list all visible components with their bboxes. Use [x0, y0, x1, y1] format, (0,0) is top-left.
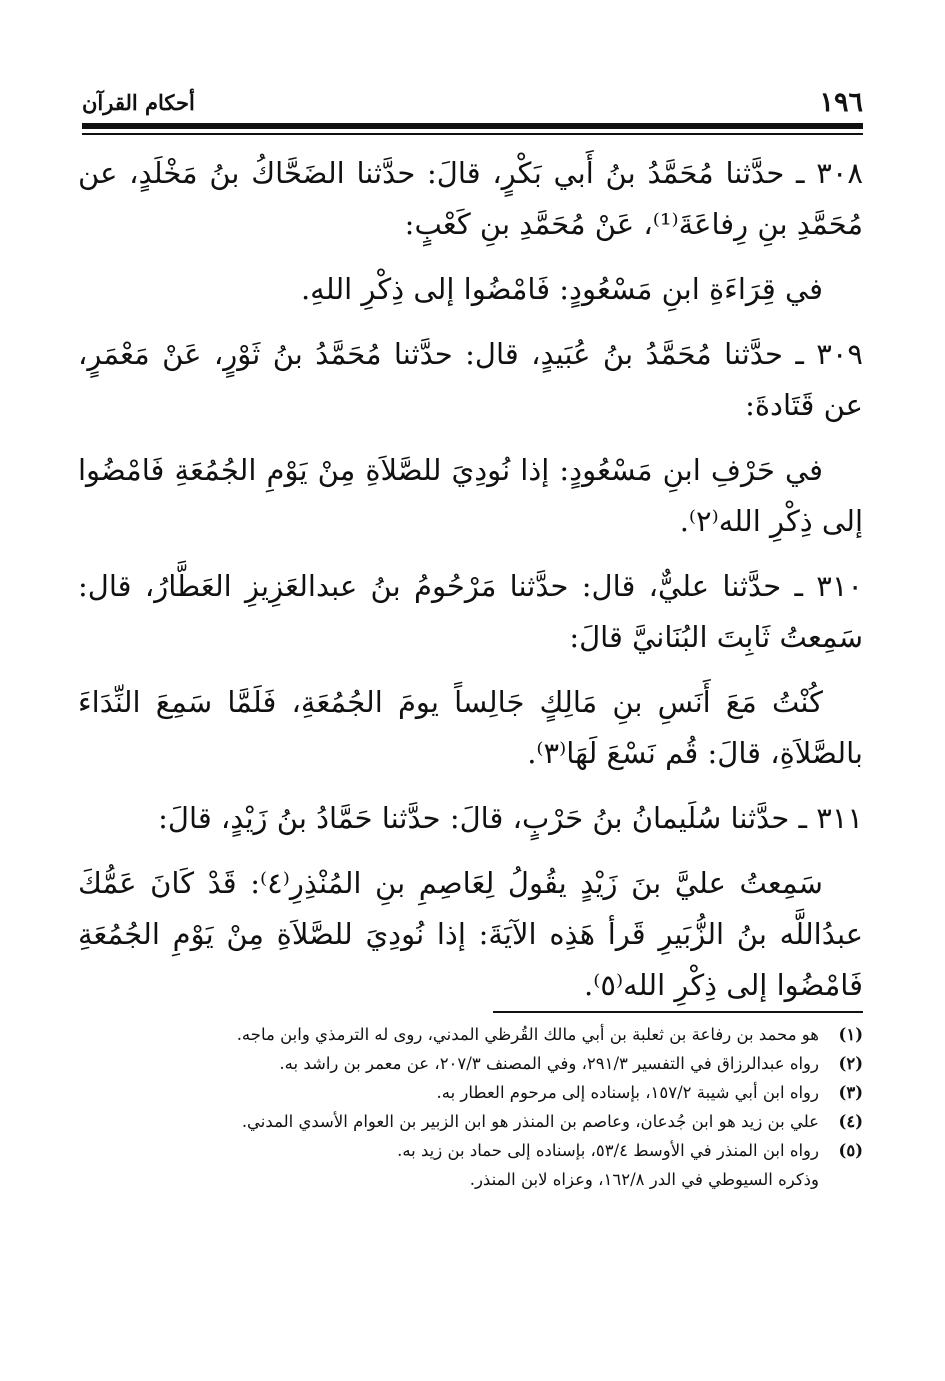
footnote-number: (٥) — [838, 1141, 863, 1160]
footnote-separator — [493, 1011, 863, 1013]
header-rule-thin — [82, 133, 863, 135]
footnote — [82, 1136, 863, 1194]
footnote-line: هو محمد بن رفاعة بن ثعلبة بن أبي مالك القُرظي المدني، روى له الترمذي وابن ماجه. — [236, 1025, 819, 1044]
running-title: أحكام القرآن — [82, 90, 195, 115]
footnotes — [82, 1020, 863, 1194]
hadith-308-chain: ٣٠٨ ـ حدَّثنا مُحَمَّدُ بنُ أَبي بَكْرٍ، قالَ: حدَّثنا الضَحَّاكُ بنُ مَخْلَدٍ، عن مُحَمَّدِ بنِ رِفاعَةَ⁽¹⁾، عَنْ مُحَمَّدِ بنِ كَعْبٍ: — [78, 156, 863, 241]
hadith-311-text: سَمِعتُ عليَّ بنَ زَيْدٍ يقُولُ لِعَاصِمِ بنِ المُنْذِرِ⁽٤⁾: قَدْ كَانَ عَمُّكَ عبدُاللَّه بنُ الزُّبَيرِ قَرأ هَذِه الآيَةَ: إذا نُودِيَ للصَّلاَةِ مِنْ يَوْمِ الجُمُعَةِ فَامْضُوا إلى ذِكْرِ الله⁽٥⁾. — [78, 866, 863, 1002]
hadith-311-chain: ٣١١ ـ حدَّثنا سُلَيمانُ بنُ حَرْبٍ، قالَ: حدَّثنا حَمَّادُ بنُ زَيْدٍ، قالَ: — [158, 801, 863, 835]
footnote-text — [82, 1136, 819, 1194]
footnote-number: (١) — [838, 1025, 863, 1044]
footnote-line: علي بن زيد هو ابن جُدعان، وعاصم بن المنذر هو ابن الزبير بن العوام الأسدي المدني. — [241, 1112, 819, 1131]
footnote — [82, 1078, 863, 1107]
footnote-line: رواه ابن أبي شيبة ١٥٧/٢، بإسناده إلى مرحوم العطار به. — [436, 1083, 819, 1102]
hadith-309-chain: ٣٠٩ ـ حدَّثنا مُحَمَّدُ بنُ عُبَيدٍ، قال: حدَّثنا مُحَمَّدُ بنُ ثَوْرٍ، عَنْ مَعْمَرٍ، عن قَتَادةَ: — [78, 337, 863, 422]
footnote-line: رواه ابن المنذر في الأوسط ٥٣/٤، بإسناده إلى حماد بن زيد به. — [397, 1141, 819, 1160]
page-number: ١٩٦ — [819, 87, 863, 118]
footnote-number: (٢) — [838, 1054, 863, 1073]
footnote-text — [82, 1049, 819, 1078]
main-text — [78, 148, 863, 1025]
hadith-308-text: في قِرَاءَةِ ابنِ مَسْعُودٍ: فَامْضُوا إلى ذِكْرِ اللهِ. — [300, 272, 823, 306]
header-rule-thick — [82, 123, 863, 129]
hadith-310-chain: ٣١٠ ـ حدَّثنا عليٌّ، قال: حدَّثنا مَرْحُومُ بنُ عبدالعَزِيزِ العَطَّارُ، قال: سَمِعتُ ثَابِتَ البُنَانيَّ قالَ: — [78, 569, 863, 654]
footnote — [82, 1020, 863, 1049]
footnote-number: (٣) — [838, 1083, 863, 1102]
footnote-line: وذكره السيوطي في الدر ١٦٢/٨، وعزاه لابن المنذر. — [469, 1170, 819, 1189]
footnote — [82, 1107, 863, 1136]
hadith-309-text: في حَرْفِ ابنِ مَسْعُودٍ: إذا نُودِيَ للصَّلاَةِ مِنْ يَوْمِ الجُمُعَةِ فَامْضُوا إلى ذِكْرِ الله⁽٢⁾. — [78, 453, 863, 538]
hadith-310-text: كُنْتُ مَعَ أَنَسِ بنِ مَالِكٍ جَالِساً يومَ الجُمُعَةِ، فَلَمَّا سَمِعَ النِّدَاءَ بالصَّلاَةِ، قالَ: قُم نَسْعَ لَهَا⁽٣⁾. — [78, 685, 863, 770]
footnote-text — [82, 1078, 819, 1107]
footnote-text — [82, 1107, 819, 1136]
page-header — [82, 82, 863, 118]
footnote-number: (٤) — [838, 1112, 863, 1131]
footnote-text — [82, 1020, 819, 1049]
footnote-line: رواه عبدالرزاق في التفسير ٢٩١/٣، وفي المصنف ٢٠٧/٣، عن معمر بن راشد به. — [279, 1054, 819, 1073]
footnote — [82, 1049, 863, 1078]
